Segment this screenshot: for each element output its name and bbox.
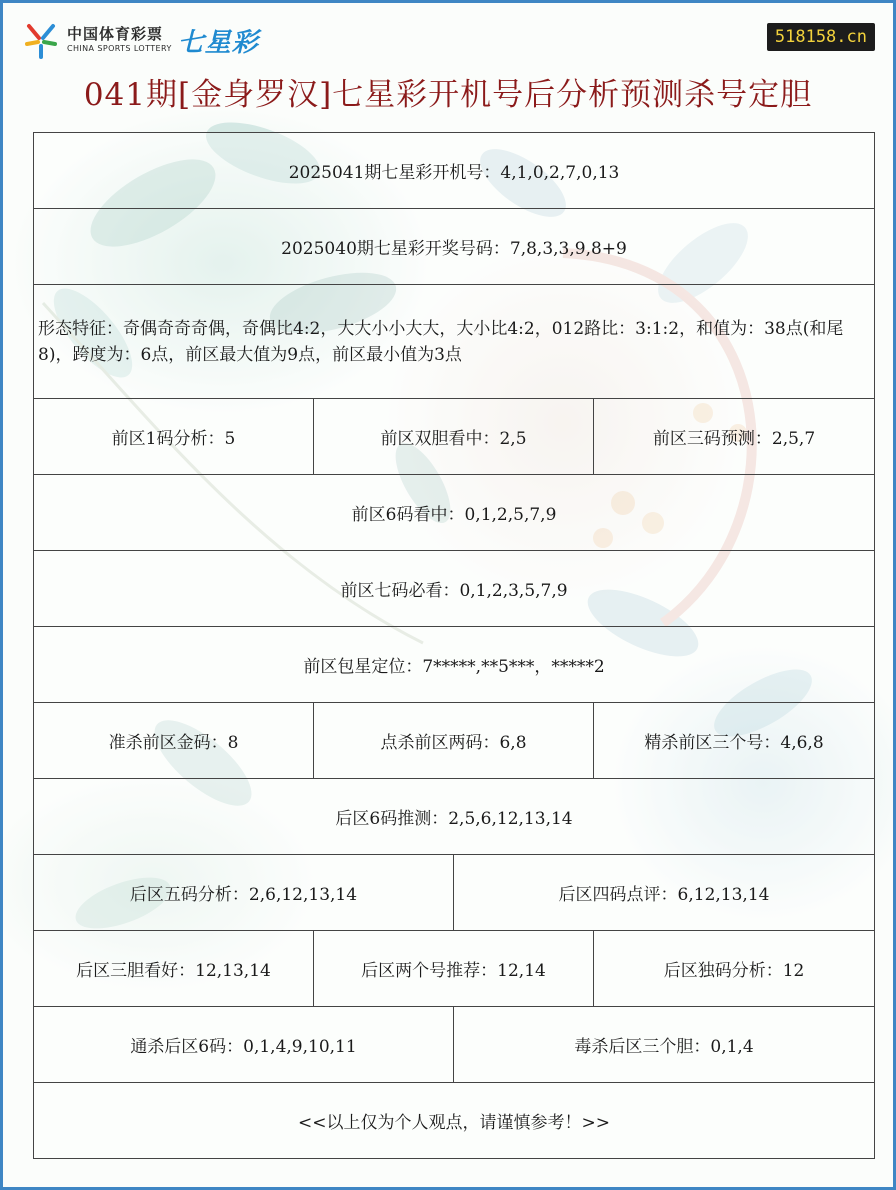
prediction-table [33, 132, 875, 1159]
table-cell-back-5-code: 后区五码分析：2,6,12,13,14 [34, 855, 454, 931]
table-cell-previous-draw: 2025040期七星彩开奖号码：7,8,3,3,9,8+9 [34, 209, 875, 285]
table-cell-front-double: 前区双胆看中：2,5 [314, 399, 594, 475]
table-row [34, 627, 875, 703]
table-row [34, 551, 875, 627]
table-cell-front-6-code: 前区6码看中：0,1,2,5,7,9 [34, 475, 875, 551]
table-cell-opening-number: 2025041期七星彩开机号：4,1,0,2,7,0,13 [34, 133, 875, 209]
table-row [34, 931, 875, 1007]
table-row [34, 399, 875, 475]
table-cell-kill-three: 精杀前区三个号：4,6,8 [594, 703, 875, 779]
table-cell-front-1-code: 前区1码分析：5 [34, 399, 314, 475]
logo-english-name: CHINA SPORTS LOTTERY [67, 44, 172, 53]
logo-brand-name: 七星彩 [177, 27, 259, 58]
table-cell-front-7-code: 前区七码必看：0,1,2,3,5,7,9 [34, 551, 875, 627]
table-cell-back-two-numbers: 后区两个号推荐：12,14 [314, 931, 594, 1007]
table-cell-kill-two: 点杀前区两码：6,8 [314, 703, 594, 779]
page-title: 041期[金身罗汉]七星彩开机号后分析预测杀号定胆 [83, 77, 813, 113]
table-cell-back-6-code: 后区6码推测：2,5,6,12,13,14 [34, 779, 875, 855]
table-cell-disclaimer: <<以上仅为个人观点，请谨慎参考！>> [34, 1083, 875, 1159]
table-cell-back-4-code: 后区四码点评：6,12,13,14 [454, 855, 875, 931]
table-cell-pattern-features: 形态特征：奇偶奇奇奇偶，奇偶比4:2，大大小小大大，大小比4:2，012路比：3:1:2，和值为：38点(和尾8)，跨度为：6点，前区最大值为9点，前区最小值为3点 [34, 285, 875, 399]
table-row [34, 475, 875, 551]
logo-text-block [67, 26, 172, 54]
table-cell-back-kill-three-dan: 毒杀后区三个胆：0,1,4 [454, 1007, 875, 1083]
table-row [34, 779, 875, 855]
table-cell-back-kill-6: 通杀后区6码：0,1,4,9,10,11 [34, 1007, 454, 1083]
table-row [34, 855, 875, 931]
table-row [34, 133, 875, 209]
table-cell-back-single-code: 后区独码分析：12 [594, 931, 875, 1007]
sports-lottery-star-logo-icon [21, 20, 61, 60]
table-cell-front-position: 前区包星定位：7*****,**5***，*****2 [34, 627, 875, 703]
table-cell-front-three-code: 前区三码预测：2,5,7 [594, 399, 875, 475]
table-row [34, 1007, 875, 1083]
table-row [34, 1083, 875, 1159]
table-row [34, 209, 875, 285]
table-row [34, 703, 875, 779]
table-cell-back-three-dan: 后区三胆看好：12,13,14 [34, 931, 314, 1007]
china-sports-lottery-logo [21, 19, 259, 61]
table-row [34, 285, 875, 399]
table-cell-kill-gold: 准杀前区金码：8 [34, 703, 314, 779]
logo-chinese-name: 中国体育彩票 [67, 25, 164, 43]
site-domain-badge[interactable]: 518158.cn [767, 23, 875, 51]
